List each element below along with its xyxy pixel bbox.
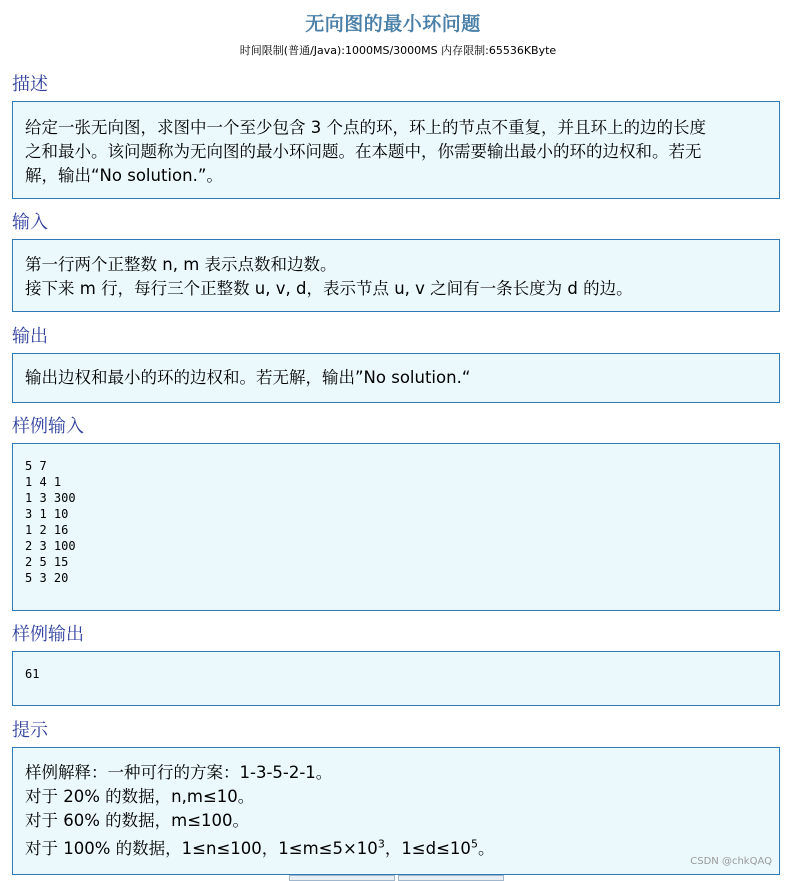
input-line: 接下来 m 行，每行三个正整数 u, v, d，表示节点 u, v 之间有一条长度为 d 的边。 — [25, 279, 633, 298]
hint-constraint-middle: ，1≤d≤10 — [384, 839, 471, 858]
sample-output-box — [12, 651, 780, 706]
sample-input-line: 5 3 20 — [25, 571, 69, 585]
hint-line: 对于 20% 的数据，n,m≤10。 — [25, 787, 255, 806]
hint-box — [12, 747, 780, 875]
output-box — [12, 353, 780, 403]
description-line: 给定一张无向图，求图中一个至少包含 3 个点的环，环上的节点不重复，并且环上的边的长度 — [25, 118, 706, 137]
limits-text: 时间限制(普通/Java):1000MS/3000MS 内存限制:65536KByte — [239, 44, 557, 57]
hint-line: 样例解释：一种可行的方案：1-3-5-2-1。 — [25, 763, 333, 782]
description-line: 之和最小。该问题称为无向图的最小环问题。在本题中，你需要输出最小的环的边权和。若无 — [25, 142, 702, 161]
status-button[interactable] — [398, 875, 504, 881]
hint-exponent: 5 — [470, 837, 478, 851]
description-box — [12, 101, 780, 199]
hint-constraint-prefix: 对于 100% 的数据，1≤n≤100，1≤m≤5×10 — [25, 839, 378, 858]
sample-input-line: 1 4 1 — [25, 475, 62, 489]
output-line: 输出边权和最小的环的边权和。若无解，输出”No solution.“ — [25, 368, 471, 387]
sample-input-box — [12, 443, 780, 611]
hint-heading: 提示 — [12, 720, 48, 741]
sample-output-line: 61 — [25, 667, 40, 681]
sample-input-heading: 样例输入 — [12, 416, 84, 437]
sample-input-line: 5 7 — [25, 459, 47, 473]
sample-output-heading: 样例输出 — [12, 624, 84, 645]
input-box — [12, 239, 780, 312]
watermark: CSDN @chkQAQ — [690, 856, 772, 867]
sample-input-line: 2 3 100 — [25, 539, 76, 553]
problem-title: 无向图的最小环问题 — [305, 13, 481, 35]
description-heading: 描述 — [12, 74, 48, 95]
sample-input-line: 3 1 10 — [25, 507, 69, 521]
hint-line-constraints — [25, 837, 767, 861]
submit-button[interactable] — [289, 875, 395, 881]
input-heading: 输入 — [12, 212, 48, 233]
output-heading: 输出 — [12, 326, 48, 347]
hint-constraint-suffix: 。 — [477, 839, 495, 858]
sample-input-line: 1 2 16 — [25, 523, 69, 537]
sample-input-line: 1 3 300 — [25, 491, 76, 505]
hint-line: 对于 60% 的数据，m≤100。 — [25, 811, 250, 830]
hint-exponent: 3 — [377, 837, 385, 851]
sample-input-line: 2 5 15 — [25, 555, 69, 569]
description-line: 解，输出“No solution.”。 — [25, 166, 223, 185]
input-line: 第一行两个正整数 n, m 表示点数和边数。 — [25, 255, 337, 274]
